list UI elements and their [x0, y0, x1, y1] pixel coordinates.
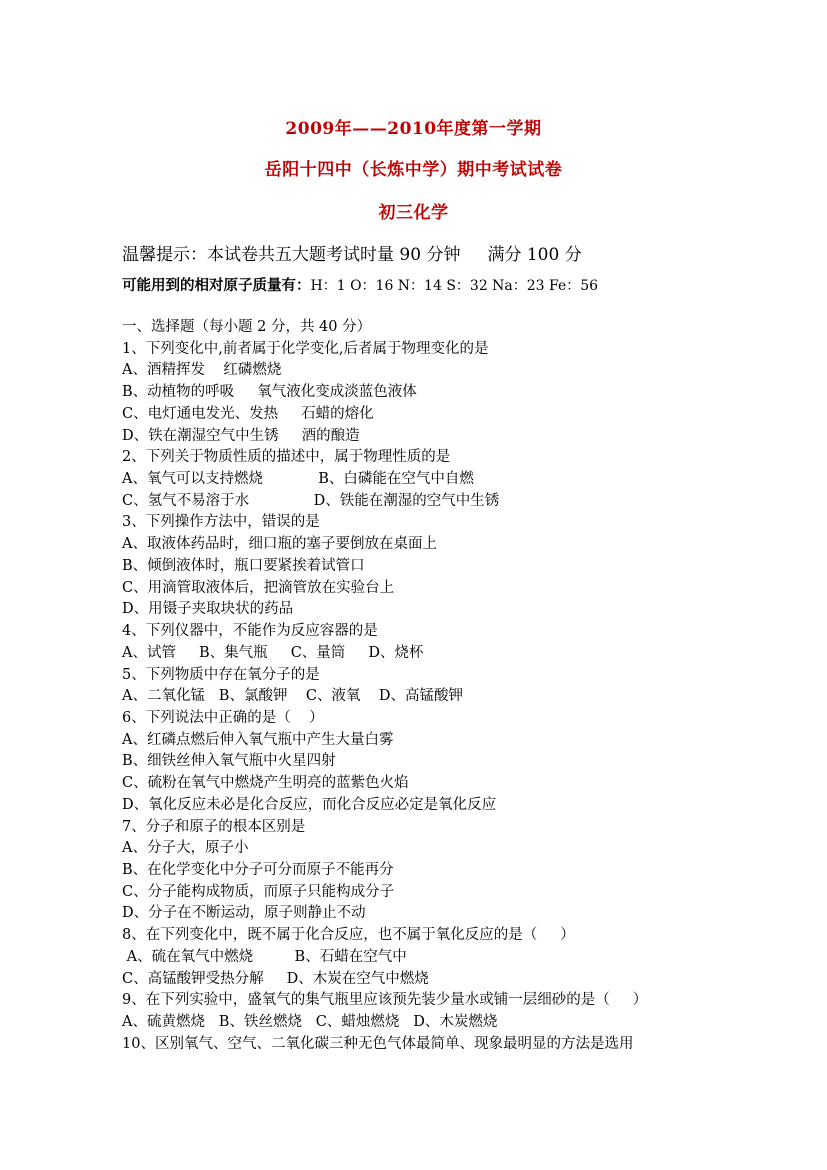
question-6-option-a: A、红磷点燃后伸入氧气瓶中产生大量白雾: [122, 731, 394, 748]
question-3-option-b: B、倾倒液体时，瓶口要紧挨着试管口: [122, 557, 365, 574]
question-8: 8、在下列变化中，既不属于化合反应，也不属于氧化反应的是（ ）: [122, 927, 575, 944]
question-2-options-ab: A、氧气可以支持燃烧 B、白磷能在空气中自燃: [122, 471, 474, 488]
atomic-mass-values: H：1 O：16 N：14 S：32 Na：23 Fe：56: [310, 278, 599, 294]
question-4: 4、下列仪器中，不能作为反应容器的是: [122, 623, 378, 640]
question-1: 1、下列变化中,前者属于化学变化,后者属于物理变化的是: [122, 340, 489, 357]
question-3-option-d: D、用镊子夹取块状的药品: [122, 601, 294, 618]
exam-hint: 温馨提示：本试卷共五大题考试时量 90 分钟 满分 100 分: [122, 245, 582, 265]
question-6-option-b: B、细铁丝伸入氧气瓶中火星四射: [122, 753, 336, 770]
exam-subject-title: 初三化学: [378, 203, 449, 223]
question-7: 7、分子和原子的根本区别是: [122, 818, 306, 835]
question-7-option-b: B、在化学变化中分子可分而原子不能再分: [122, 861, 394, 878]
question-list: [122, 317, 802, 1055]
question-7-option-a: A、分子大，原子小: [122, 840, 249, 857]
section-heading: 一、选择题（每小题 2 分，共 40 分）: [122, 319, 372, 335]
question-5: 5、下列物质中存在氧分子的是: [122, 666, 320, 683]
question-6-option-c: C、硫粉在氧气中燃烧产生明亮的蓝紫色火焰: [122, 775, 409, 792]
question-2: 2、下列关于物质性质的描述中，属于物理性质的是: [122, 449, 451, 466]
question-8-options-cd: C、高锰酸钾受热分解 D、木炭在空气中燃烧: [122, 970, 429, 987]
question-5-options: A、二氧化锰 B、氯酸钾 C、液氧 D、高锰酸钾: [122, 688, 464, 705]
question-3-option-c: C、用滴管取液体后，把滴管放在实验台上: [122, 579, 395, 596]
question-4-options: A、试管 B、集气瓶 C、量筒 D、烧杯: [122, 644, 424, 661]
question-9-options: A、硫黄燃烧 B、铁丝燃烧 C、蜡烛燃烧 D、木炭燃烧: [122, 1014, 498, 1030]
question-1-option-b: B、动植物的呼吸 氧气液化变成淡蓝色液体: [122, 384, 417, 401]
question-7-option-c: C、分子能构成物质，而原子只能构成分子: [122, 883, 395, 900]
question-8-options-ab: A、硫在氧气中燃烧 B、石蜡在空气中: [122, 948, 407, 965]
question-1-option-d: D、铁在潮湿空气中生锈 酒的酿造: [122, 427, 360, 444]
exam-year-title: 2009年——2010年度第一学期: [285, 119, 542, 139]
exam-school-title: 岳阳十四中（长炼中学）期中考试试卷: [264, 160, 563, 180]
question-1-option-a: A、酒精挥发 红磷燃烧: [122, 362, 282, 379]
question-3-option-a: A、取液体药品时，细口瓶的塞子要倒放在桌面上: [122, 536, 437, 553]
atomic-mass-label: 可能用到的相对原子质量有：: [122, 277, 311, 294]
question-3: 3、下列操作方法中，错误的是: [122, 514, 320, 531]
question-6: 6、下列说法中正确的是（ ）: [122, 709, 324, 726]
atomic-mass-line: [122, 274, 598, 295]
question-6-option-d: D、氧化反应未必是化合反应，而化合反应必定是氧化反应: [122, 796, 497, 813]
question-2-options-cd: C、氢气不易溶于水 D、铁能在潮湿的空气中生锈: [122, 492, 500, 509]
question-7-option-d: D、分子在不断运动，原子则静止不动: [122, 905, 366, 922]
question-9: 9、在下列实验中，盛氧气的集气瓶里应该预先装少量水或铺一层细砂的是（ ）: [122, 992, 648, 1009]
question-1-option-c: C、电灯通电发光、发热 石蜡的熔化: [122, 405, 374, 422]
question-10: 10、区别氧气、空气、二氧化碳三种无色气体最简单、现象最明显的方法是选用: [122, 1035, 634, 1052]
